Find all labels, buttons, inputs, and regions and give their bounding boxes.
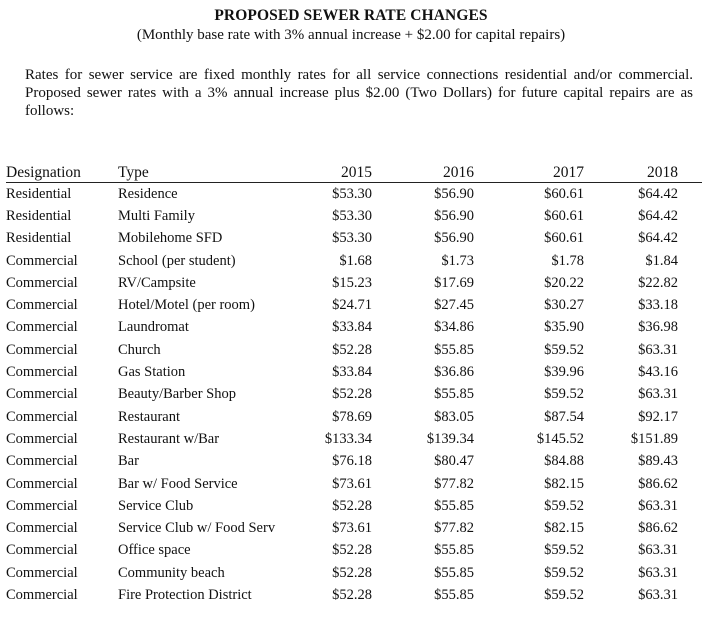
rate-2018-cell: $92.17	[638, 408, 678, 425]
rate-2016-cell: $56.90	[434, 230, 474, 247]
rate-2018-cell: $64.42	[638, 207, 678, 224]
table-row	[6, 183, 702, 206]
table-row	[6, 250, 702, 272]
type-cell: Bar w/ Food Service	[118, 475, 238, 492]
rate-2018-cell: $63.31	[638, 497, 678, 514]
rate-2018-cell: $63.31	[638, 542, 678, 559]
rate-2017-cell: $59.52	[544, 386, 584, 403]
table-row	[6, 517, 702, 539]
rate-2017-cell: $30.27	[544, 297, 584, 314]
rate-2018-cell: $151.89	[630, 430, 678, 447]
table-row	[6, 361, 702, 383]
rate-2015-cell: $33.84	[332, 319, 372, 336]
type-cell: Church	[118, 341, 161, 358]
type-cell: Bar	[118, 453, 139, 470]
rate-2017-cell: $20.22	[544, 274, 584, 291]
rate-2017-cell: $35.90	[544, 319, 584, 336]
table-header-row	[6, 162, 702, 183]
rate-2016-cell: $1.73	[441, 252, 474, 269]
rate-2016-cell: $55.85	[434, 386, 474, 403]
type-cell: Multi Family	[118, 207, 195, 224]
rate-2018-cell: $63.31	[638, 564, 678, 581]
column-header-2015: 2015	[341, 164, 372, 181]
rate-2015-cell: $15.23	[332, 274, 372, 291]
column-header-type: Type	[118, 164, 149, 181]
table-row	[6, 384, 702, 406]
rate-2018-cell: $63.31	[638, 341, 678, 358]
type-cell: RV/Campsite	[118, 274, 196, 291]
rate-2018-cell: $63.31	[638, 386, 678, 403]
designation-cell: Commercial	[6, 475, 78, 492]
rate-2015-cell: $53.30	[332, 207, 372, 224]
rate-2018-cell: $63.31	[638, 586, 678, 603]
rate-2017-cell: $39.96	[544, 364, 584, 381]
rate-2018-cell: $64.42	[638, 230, 678, 247]
type-cell: Restaurant w/Bar	[118, 430, 220, 447]
type-cell: Residence	[118, 185, 178, 202]
rate-2016-cell: $34.86	[434, 319, 474, 336]
rate-2017-cell: $59.52	[544, 341, 584, 358]
table-row	[6, 495, 702, 517]
rate-2016-cell: $80.47	[434, 453, 474, 470]
table-row	[6, 473, 702, 495]
document-subtitle: (Monthly base rate with 3% annual increase + $2.00 for capital repairs)	[136, 27, 566, 43]
sewer-rate-table	[6, 162, 702, 607]
designation-cell: Commercial	[6, 542, 78, 559]
column-header-2018: 2018	[647, 164, 678, 181]
column-header-designation: Designation	[6, 164, 81, 181]
rate-2016-cell: $55.85	[434, 564, 474, 581]
designation-cell: Commercial	[6, 274, 78, 291]
rate-2015-cell: $1.68	[339, 252, 372, 269]
rate-2016-cell: $56.90	[434, 207, 474, 224]
rate-2016-cell: $55.85	[434, 586, 474, 603]
rate-2015-cell: $53.30	[332, 185, 372, 202]
rate-2015-cell: $52.28	[332, 497, 372, 514]
document-title: PROPOSED SEWER RATE CHANGES	[214, 7, 488, 24]
type-cell: Restaurant	[118, 408, 181, 425]
rate-2017-cell: $59.52	[544, 497, 584, 514]
rate-2017-cell: $59.52	[544, 586, 584, 603]
rate-2016-cell: $27.45	[434, 297, 474, 314]
designation-cell: Commercial	[6, 453, 78, 470]
rate-2017-cell: $60.61	[544, 207, 584, 224]
designation-cell: Commercial	[6, 564, 78, 581]
rate-2018-cell: $89.43	[638, 453, 678, 470]
rate-2015-cell: $33.84	[332, 364, 372, 381]
table-row	[6, 406, 702, 428]
rate-2018-cell: $86.62	[638, 475, 678, 492]
table-row	[6, 317, 702, 339]
rate-2018-cell: $33.18	[638, 297, 678, 314]
designation-cell: Commercial	[6, 319, 78, 336]
rate-2018-cell: $22.82	[638, 274, 678, 291]
rate-2016-cell: $77.82	[434, 475, 474, 492]
type-cell: Community beach	[118, 564, 225, 581]
rate-2018-cell: $36.98	[638, 319, 678, 336]
designation-cell: Commercial	[6, 386, 78, 403]
rate-2015-cell: $78.69	[332, 408, 372, 425]
table-row	[6, 272, 702, 294]
rate-2016-cell: $139.34	[426, 430, 474, 447]
rate-2017-cell: $60.61	[544, 230, 584, 247]
table-row	[6, 584, 702, 606]
rate-2017-cell: $84.88	[544, 453, 584, 470]
rate-2017-cell: $87.54	[544, 408, 584, 425]
designation-cell: Commercial	[6, 520, 78, 537]
designation-cell: Commercial	[6, 497, 78, 514]
rate-2015-cell: $52.28	[332, 386, 372, 403]
designation-cell: Residential	[6, 230, 72, 247]
rate-2018-cell: $64.42	[638, 185, 678, 202]
type-cell: Hotel/Motel (per room)	[118, 297, 255, 314]
rate-2015-cell: $73.61	[332, 475, 372, 492]
rate-2017-cell: $1.78	[551, 252, 584, 269]
type-cell: School (per student)	[118, 252, 236, 269]
table-row	[6, 451, 702, 473]
rate-2016-cell: $55.85	[434, 542, 474, 559]
table-row	[6, 228, 702, 250]
rate-2015-cell: $76.18	[332, 453, 372, 470]
table-row	[6, 205, 702, 227]
table-body	[6, 183, 702, 607]
rate-2016-cell: $56.90	[434, 185, 474, 202]
designation-cell: Residential	[6, 185, 72, 202]
rate-2017-cell: $59.52	[544, 542, 584, 559]
type-cell: Beauty/Barber Shop	[118, 386, 236, 403]
rate-2015-cell: $52.28	[332, 341, 372, 358]
type-cell: Service Club	[118, 497, 194, 514]
type-cell: Office space	[118, 542, 191, 559]
type-cell: Mobilehome SFD	[118, 230, 223, 247]
rate-2015-cell: $133.34	[324, 430, 372, 447]
designation-cell: Commercial	[6, 364, 78, 381]
table-row	[6, 294, 702, 316]
rate-2016-cell: $17.69	[434, 274, 474, 291]
rate-2017-cell: $60.61	[544, 185, 584, 202]
type-cell: Service Club w/ Food Serv	[118, 520, 276, 537]
rate-2018-cell: $86.62	[638, 520, 678, 537]
rate-2018-cell: $1.84	[645, 252, 678, 269]
column-header-2016: 2016	[443, 164, 474, 181]
rate-2017-cell: $82.15	[544, 520, 584, 537]
type-cell: Laundromat	[118, 319, 189, 336]
table-row	[6, 540, 702, 562]
rate-2016-cell: $55.85	[434, 497, 474, 514]
intro-paragraph: Rates for sewer service are fixed monthly rates for all service connections residential and/or commercial. Proposed sewer rates with a 3% annual increase plus $2.00 (Two Dollars) for future capital repairs are as follows:	[25, 67, 693, 119]
rate-2015-cell: $52.28	[332, 564, 372, 581]
rate-2015-cell: $53.30	[332, 230, 372, 247]
designation-cell: Commercial	[6, 430, 78, 447]
rate-2016-cell: $77.82	[434, 520, 474, 537]
rate-2018-cell: $43.16	[638, 364, 678, 381]
rate-2016-cell: $83.05	[434, 408, 474, 425]
type-cell: Fire Protection District	[118, 586, 252, 603]
table-row	[6, 339, 702, 361]
rate-2015-cell: $24.71	[332, 297, 372, 314]
designation-cell: Commercial	[6, 252, 78, 269]
designation-cell: Commercial	[6, 408, 78, 425]
designation-cell: Residential	[6, 207, 72, 224]
rate-2016-cell: $36.86	[434, 364, 474, 381]
designation-cell: Commercial	[6, 297, 78, 314]
column-header-2017: 2017	[553, 164, 584, 181]
type-cell: Gas Station	[118, 364, 186, 381]
table-row	[6, 428, 702, 450]
rate-2017-cell: $59.52	[544, 564, 584, 581]
designation-cell: Commercial	[6, 341, 78, 358]
designation-cell: Commercial	[6, 586, 78, 603]
table-row	[6, 562, 702, 584]
rate-2015-cell: $52.28	[332, 586, 372, 603]
rate-2017-cell: $82.15	[544, 475, 584, 492]
rate-2017-cell: $145.52	[536, 430, 584, 447]
rate-2016-cell: $55.85	[434, 341, 474, 358]
rate-2015-cell: $73.61	[332, 520, 372, 537]
rate-2015-cell: $52.28	[332, 542, 372, 559]
